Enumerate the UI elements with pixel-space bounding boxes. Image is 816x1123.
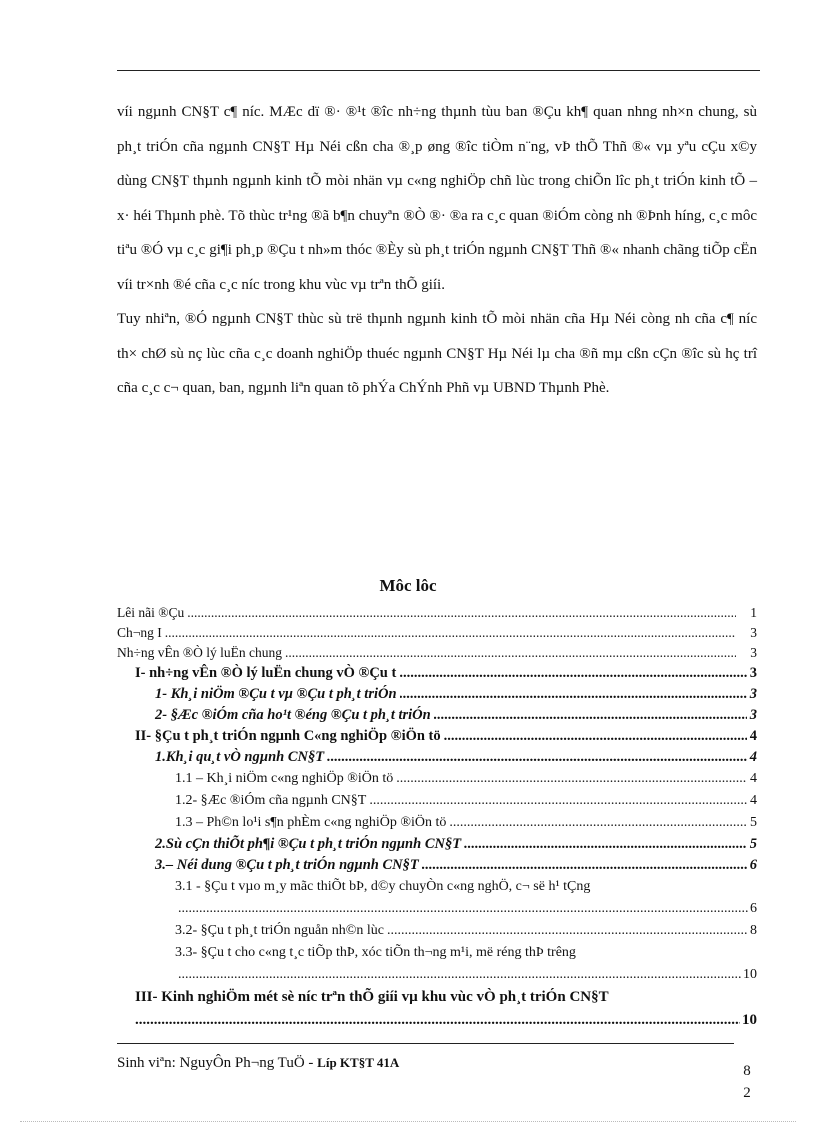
footer <box>117 1055 399 1072</box>
toc-leader <box>422 855 747 876</box>
footer-rule <box>117 1043 734 1044</box>
toc-entry[interactable] <box>117 623 757 643</box>
toc-entry[interactable] <box>117 986 757 1032</box>
body-paragraph: Tuy nhiªn, ®Ó ngµnh CN§T thùc sù trë thµnh ngµnh kinh tÕ mòi nhän cña Hµ Néi còng nh cña c¶ níc th× chØ sù nç lùc cña c¸c doanh nghiÖp thuéc ngµnh CN§T Hµ Néi lµ cha ®ñ mµ cßn cÇn ®îc sù hç trî cña c¸c c¬ quan, ban, ngµnh liªn quan tõ phÝa ChÝnh Phñ vµ UBND Thµnh Phè. <box>117 311 757 396</box>
toc-leader <box>165 623 736 643</box>
table-of-contents <box>117 603 757 1032</box>
toc-entry[interactable] <box>117 855 757 876</box>
toc-leader <box>396 768 747 790</box>
toc-entry-label: 2- §Æc ®iÓm cña ho¹t ®éng ®Çu t ph¸t triÓn <box>155 707 431 723</box>
toc-leader <box>327 747 747 768</box>
toc-entry-page: 5 <box>749 836 757 852</box>
toc-entry-page: 10 <box>742 1012 757 1028</box>
toc-entry[interactable] <box>117 663 757 684</box>
toc-entry-label: Ch¬ng I <box>117 625 162 640</box>
toc-entry[interactable] <box>117 768 757 790</box>
toc-entry-label: 1.3 – Ph©n lo¹i s¶n phÈm c«ng nghiÖp ®iÖn tö <box>175 815 447 830</box>
toc-entry-page: 5 <box>750 815 757 830</box>
toc-entry-page: 3 <box>750 645 757 660</box>
page-number <box>740 1060 754 1104</box>
toc-leader <box>400 684 747 705</box>
toc-entry-label: 3.– Néi dung ®Çu t ph¸t triÓn ngµnh CN§T <box>155 857 419 873</box>
toc-entry[interactable] <box>117 603 757 623</box>
toc-entry-page: 6 <box>749 857 757 873</box>
toc-leader <box>187 603 736 623</box>
toc-entry-label: I- nh÷ng vÊn ®Ò lý luËn chung vÒ ®Çu t <box>135 665 397 681</box>
toc-entry-page: 4 <box>749 728 757 744</box>
toc-entry-page: 3 <box>749 686 757 702</box>
toc-entry-page: 6 <box>750 901 757 916</box>
toc-entry-label: 1.1 – Kh¸i niÖm c«ng nghiÖp ®iÖn tö <box>175 771 394 786</box>
toc-entry-label: Lêi nãi ®Çu <box>117 605 185 620</box>
toc-entry-page: 1 <box>750 605 757 620</box>
toc-entry[interactable] <box>117 920 757 942</box>
toc-leader <box>135 1009 740 1032</box>
toc-leader <box>434 705 747 726</box>
toc-leader <box>178 898 748 920</box>
footer-author: Sinh viªn: NguyÔn Ph¬ng TuÖ - <box>117 1055 318 1071</box>
body-paragraph: víi ngµnh CN§T c¶ níc. MÆc dï ®· ®¹t ®îc nh÷ng thµnh tùu ban ®Çu kh¶ quan nhng nh×n chung, sù ph¸t triÓn cña ngµnh CN§T Hµ Néi cßn cha ®¸p øng ®îc tiÒm n¨ng, vÞ thÕ Thñ ®« vµ yªu cÇu x©y dùng CN§T thµnh ngµnh kinh tÕ mòi nhän vµ c«ng nghiÖp chñ lùc trong chiÕn lîc ph¸t triÓn kinh tÕ – x· héi Thµnh phè. Tõ thùc tr¹ng ®ã b¶n chuyªn ®Ò ®· ®a ra c¸c quan ®iÓm còng nh ®Þnh híng, c¸c môc tiªu ®Ó vµ c¸c gi¶i ph¸p ®Çu t nh»m thóc ®Èy sù ph¸t triÓn ngµnh CN§T Thñ ®« nhanh chãng tiÕp cËn víi tr×nh ®é cña c¸c níc trong khu vùc vµ trªn thÕ giíi. <box>117 104 757 293</box>
toc-leader <box>399 663 746 684</box>
toc-entry[interactable] <box>117 747 757 768</box>
toc-entry-label: Nh÷ng vÊn ®Ò lý luËn chung <box>117 645 283 660</box>
toc-entry-page: 3 <box>749 665 757 681</box>
toc-entry-label: II- §Çu t ph¸t triÓn ngµnh C«ng nghiÖp ®iÖn tö <box>135 728 441 744</box>
toc-entry-label: III- Kinh nghiÖm mét sè níc trªn thÕ giíi vµ khu vùc vÒ ph¸t triÓn CN§T <box>135 989 609 1005</box>
toc-entry[interactable] <box>117 812 757 834</box>
toc-entry-page: 4 <box>750 793 757 808</box>
toc-entry-page: 4 <box>749 749 757 765</box>
toc-leader <box>449 812 747 834</box>
toc-entry[interactable] <box>117 705 757 726</box>
toc-leader <box>387 920 747 942</box>
toc-entry-page: 3 <box>749 707 757 723</box>
toc-entry-page: 4 <box>750 771 757 786</box>
toc-entry[interactable] <box>117 726 757 747</box>
toc-entry-page: 10 <box>743 967 757 982</box>
toc-entry-page: 3 <box>750 625 757 640</box>
toc-entry[interactable] <box>117 684 757 705</box>
toc-entry-label: 1.2- §Æc ®iÓm cña ngµnh CN§T <box>175 793 367 808</box>
toc-entry-label: 1- Kh¸i niÖm ®Çu t vµ ®Çu t ph¸t triÓn <box>155 686 397 702</box>
toc-entry[interactable] <box>117 942 757 986</box>
body-text <box>117 95 757 406</box>
toc-entry[interactable] <box>117 834 757 855</box>
toc-entry-label: 3.1 - §Çu t vµo m¸y mãc thiÕt bÞ, d©y chuyÒn c«ng nghÖ, c¬ së h¹ tÇng <box>175 879 591 894</box>
toc-entry-page: 8 <box>750 923 757 938</box>
footer-class: Líp KT§T 41A <box>317 1055 400 1070</box>
toc-leader <box>178 964 741 986</box>
toc-leader <box>464 834 747 855</box>
page-number-line: 2 <box>743 1085 751 1101</box>
toc-title: Môc lôc <box>379 576 437 595</box>
toc-entry[interactable] <box>117 790 757 812</box>
toc-entry[interactable] <box>117 643 757 663</box>
toc-leader <box>444 726 747 747</box>
toc-entry-label: 2.Sù cÇn thiÕt ph¶i ®Çu t ph¸t triÓn ngµnh CN§T <box>155 836 462 852</box>
toc-entry-label: 1.Kh¸i qu¸t vÒ ngµnh CN§T <box>155 749 325 765</box>
toc-entry[interactable] <box>117 876 757 920</box>
toc-entry-label: 3.3- §Çu t cho c«ng t¸c tiÕp thÞ, xóc tiÕn th¬ng m¹i, më réng thÞ trêng <box>175 945 576 960</box>
toc-leader <box>369 790 747 812</box>
header-rule <box>117 70 760 71</box>
toc-leader <box>285 643 736 663</box>
page-number-line: 8 <box>743 1063 751 1079</box>
page-edge-divider <box>20 1121 796 1122</box>
toc-entry-label: 3.2- §Çu t ph¸t triÓn nguån nh©n lùc <box>175 923 384 938</box>
